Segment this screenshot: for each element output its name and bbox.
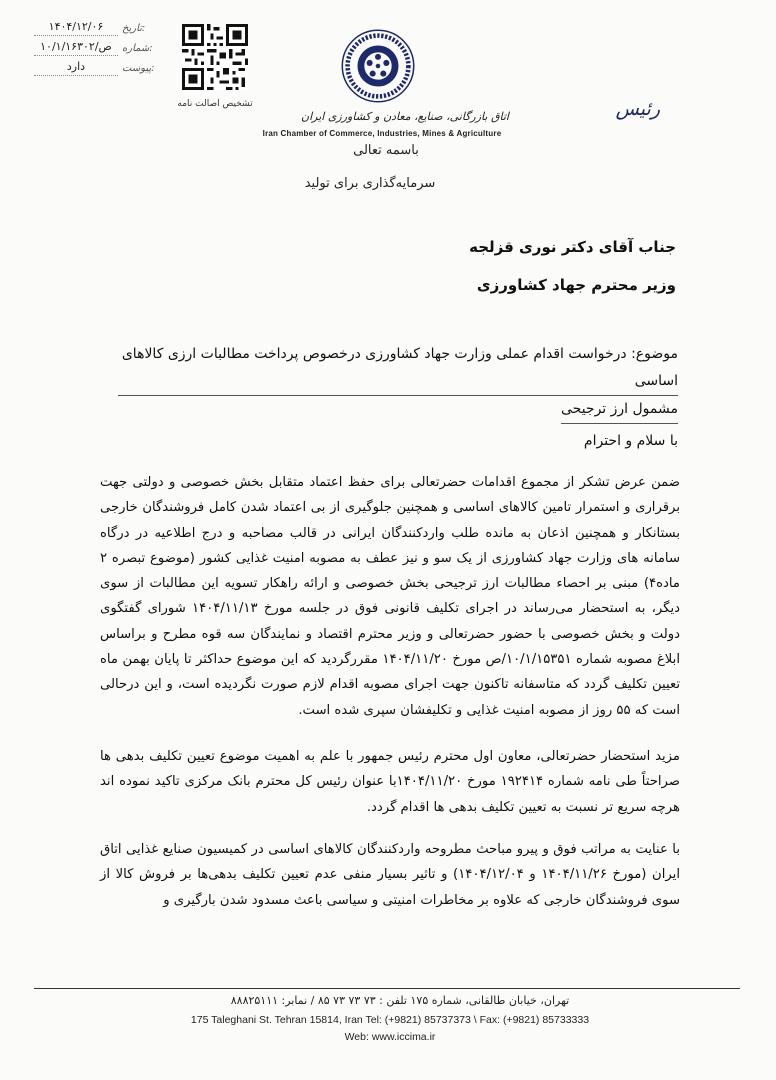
recipient-title: وزیر محترم جهاد کشاورزی xyxy=(476,276,676,294)
year-slogan: سرمایه‌گذاری برای تولید xyxy=(304,176,436,191)
footer-divider xyxy=(34,988,740,989)
letter-number-label: شماره: xyxy=(122,43,153,54)
greeting: با سلام و احترام xyxy=(583,433,678,449)
basmala: باسمه تعالی xyxy=(353,143,419,158)
qr-code-icon[interactable] xyxy=(182,24,248,90)
recipient-name: جناب آقای دکتر نوری قزلجه xyxy=(469,238,676,256)
letter-metadata xyxy=(34,18,155,78)
subject-line-1: موضوع: درخواست اقدام عملی وزارت جهاد کشاورزی درخصوص پرداخت مطالبات ارزی کالاهای اساسی xyxy=(118,341,678,396)
attachment-row xyxy=(34,58,155,78)
subject xyxy=(118,341,678,424)
body-paragraph-1: ضمن عرض تشکر از مجموع اقدامات حضرتعالی برای حفظ اعتماد متقابل بخش خصوصی و دولتی جهت برقراری و استمرار تامین کالاهای اساسی و همچنین جلوگیری از بی اعتماد شدن کامل فروشندگان خارجی بستانکار و همچنین اذعان به مانده طلب واردکنندگان ایرانی در قالب مصاحبه و درج اطلاعیه در درگاه سامانه های وزارت جهاد کشاورزی از یک سو و نیز عطف به مصوبه امنیت غذایی کشور (موضوع تبصره ۲ ماده۴) مبنی بر احصاء مطالبات ارز ترجیحی بخش خصوصی و ارائه راهکار تسویه این مطالبات از سوی دیگر، به استحضار می‌رساند در اجرای تکلیف قانونی فوق در جلسه مورخ ۱۴۰۴/۱۱/۱۳ شورای گفتگوی دولت و بخش خصوصی با حضور حضرتعالی و وزیر محترم اقتصاد و نمایندگان سه قوه مطرح و براساس ابلاغ مصوبه شماره ۱۰/۱/۱۵۳۵۱/ص مورخ ۱۴۰۴/۱۱/۲۰ مقررگردید که این موضوع حداکثر تا پایان بهمن ماه تعیین تکلیف گردد که متاسفانه تاکنون جهت اجرای مصوبه اقدام لازم صورت نگردیده است، و این درحالی است که ۵۵ روز از مصوبه امنیت غذایی و تکلیفشان سپری شده است. xyxy=(100,475,681,718)
footer-address-en: 175 Taleghani St. Tehran 15814, Iran Tel: (+9821) 85737373 \ Fax: (+9821) 85733333 xyxy=(190,1014,590,1026)
number-row xyxy=(34,38,152,58)
date-label: تاریخ: xyxy=(122,23,146,34)
organization-name-fa: اتاق بازرگانی، صنایع، معادن و کشاورزی ایران xyxy=(301,110,509,123)
qr-caption: تشخیص اصالت نامه xyxy=(177,99,253,109)
attachment-label: پیوست: xyxy=(122,63,155,74)
letter-number-value: ۱۰/۱/۱۶۳۰۲/ص xyxy=(34,38,118,56)
body-paragraph-2: مزید استحضار حضرتعالی، معاون اول محترم رئیس جمهور با علم به اهمیت موضوع تعیین تکلیف بدهی ها صراحتاً طی نامه شماره ۱۹۲۴۱۴ مورخ ۱۴۰۴/۱۱/۲۰با عنوان رئیس کل محترم بانک مرکزی تاکید نموده اند هرچه سریع تر نسبت به تعیین تکلیف بدهی ها اقدام گردد. xyxy=(100,749,680,815)
chamber-logo-icon xyxy=(340,28,416,104)
date-value: ۱۴۰۴/۱۲/۰۶ xyxy=(34,18,118,36)
attachment-value: دارد xyxy=(34,58,118,76)
footer-website-link[interactable]: Web: www.iccima.ir xyxy=(344,1031,436,1043)
organization-name-en: Iran Chamber of Commerce, Industries, Mines & Agriculture xyxy=(262,129,502,138)
subject-line-2: مشمول ارز ترجیحی xyxy=(561,396,678,424)
footer-address-fa: تهران، خیابان طالقانی، شماره ۱۷۵ تلفن : ۷۳ ۷۳ ۷۳ ۸۵ / نمابر: ۸۸۸۲۵۱۱۱ xyxy=(230,994,570,1007)
office-title: رئیس xyxy=(615,98,660,120)
body-paragraph-3: با عنایت به مراتب فوق و پیرو مباحث مطروحه واردکنندگان کالاهای اساسی در کمیسیون صنایع غذایی اتاق ایران (مورخ ۱۴۰۴/۱۱/۲۶ و ۱۴۰۴/۱۲/۰۴) و تاثیر بسیار منفی عدم تعیین تکلیف بدهی‌ها بر فروش کالا از سوی فروشندگان خارجی که علاوه بر مخاطرات امنیتی و سیاسی باعث مسدود شدن بارگیری و xyxy=(100,842,680,908)
date-row xyxy=(34,18,152,38)
